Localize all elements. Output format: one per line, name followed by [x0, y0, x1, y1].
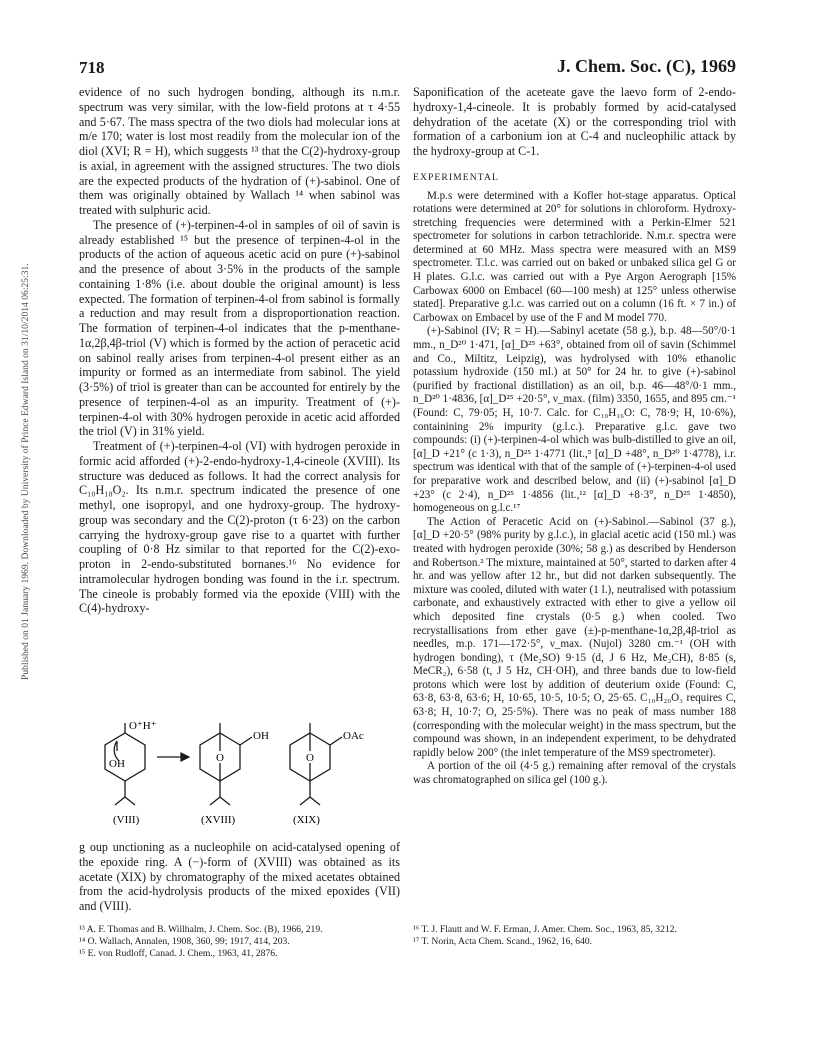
left-paragraph-3: Treatment of (+)-terpinen-4-ol (VI) with hydrogen peroxide in formic acid afforded (+)-2-endo-hydroxy-1,4-cineole (XVIII). Its structure was deduced as follows. It had the correct analysis for C₁₀H₁₈O₂. Its n.m.r. spectrum indicated the presence of one methyl, one isopropyl, and one hydroxy-group. The hydroxy-group was secondary and the C(2)-proton (τ 6·23) on the carbon carrying the hydroxy-group gave rise to a quartet with further coupling of 0·8 Hz similar to that reported for the C(2)-exo-proton in 2-endo-substituted bornanes.¹⁶ No evidence for intramolecular hydrogen bonding was found in the i.r. spectrum. The cineole is probably formed via the epoxide (VIII) with the C(4)-hydroxy-	[79, 439, 400, 616]
footnote-15: ¹⁵ E. von Rudloff, Canad. J. Chem., 1963, 41, 2876.	[79, 948, 278, 960]
oac-label: OAc	[343, 730, 364, 742]
oh-ring-label: OH	[109, 758, 125, 770]
right-paragraph-3: (+)-Sabinol (IV; R = H).—Sabinyl acetate (58 g.), b.p. 48—50°/0·1 mm., n_D²⁰ 1·471, [α]_D²⁵ +63°, obtained from oil of savin (Schimmel and Co., Miltitz, Leipzig), was hydrolysed with 10% ethanolic potassium hydroxide (150 ml.) at 50° for 24 hr. to give (+)-sabinol (purified by fractional distillation) as an oil, b.p. 46—48°/0·1 mm., n_D²⁰ 1·4836, [α]_D²⁵ +20·5°, ν_max. (film) 3350, 1655, and 895 cm.⁻¹ (Found: C, 79·05; H, 10·7. Calc. for C₁₀H₁₆O: C, 78·9; H, 10·6%), containining 2% impurity (g.l.c.). Preparative g.l.c. gave two compounds: (i) (+)-terpinen-4-ol which was bulb-distilled to give an oil, [α]_D +21° (c 1·3), n_D²⁵ 1·4771 (lit.,⁵ [α]_D +48°, n_D²⁰ 1·4778), i.r. spectrum was identical with that of the sample of (+)-terpinen-4-ol used for preparative work and described below, and (ii) (+)-sabinol [α]_D +23° (c 2·4), n_D²⁵ 1·4856 (lit.,¹² [α]_D +8·3°, n_D²⁵ 1·4850), homogeneous on g.l.c.¹⁷	[413, 325, 736, 515]
experimental-heading: EXPERIMENTAL	[413, 171, 499, 183]
oh-plus-label: O⁺H⁺	[129, 720, 157, 732]
oxygen-label-2: O	[306, 752, 314, 764]
right-paragraph-4: The Action of Peracetic Acid on (+)-Sabinol.—Sabinol (37 g.), [α]_D +20·5° (98% purity by g.l.c.), in glacial acetic acid (150 ml.) was treated with hydrogen peroxide (30%; 58 g.) as described by Henderson and Robertson.² The mixture, maintained at 50°, started to darken after 4 hr. and was yellow after 12 hr., but did not darken subsequently. The mixture was cooled, diluted with water (1 l.), neutralised with potassium carbonate, and exhaustively extracted with ether to give a yellow oil which deposited fine crystals (0·5 g.) when cooled. Two recrystallisations from ether gave (±)-p-menthane-1α,2β,4β-triol as needles, m.p. 171—172·5°, ν_max. (Nujol) 3280 cm.⁻¹ (OH with hydrogen bonding), τ (Me₂SO) 9·15 (d, J 6 Hz, Me₂CH), 8·85 (s, MeCR₂), 6·58 (t, J 5 Hz, CH·OH), and three bands due to low-field protons which were lost by addition of deuterium oxide (Found: C, 63·8, 63·8, 63·6; H, 10·65, 10·5, 10·5; O, 25·65. C₁₀H₂₀O₃ requires C, 63·8; H, 10·7; O, 25·5%). There was no peak of mass number 188 (corresponding with the molecular weight) in the mass spectrum, but the compound was shown, in an independent experiment, to be dehydrated rapidly below 200° (the inlet temperature of the MS9 spectrometer).	[413, 515, 736, 759]
left-column-continued	[79, 840, 400, 914]
reaction-arrow	[157, 753, 189, 761]
side-notice-text: Published on 01 January 1969. Downloaded by University of Prince Edward Island on 31/10/2014 06:25:31.	[20, 263, 31, 680]
footnote-13: ¹³ A. F. Thomas and B. Willhalm, J. Chem. Soc. (B), 1966, 219.	[79, 924, 323, 935]
label-xviii: (XVIII)	[201, 814, 236, 826]
right-paragraph-2: M.p.s were determined with a Kofler hot-stage apparatus. Optical rotations were determined at 20° for solutions in chloroform. Hydroxy-stretching frequencies were determined with a Perkin-Elmer 521 spectrometer for solutions in carbon tetrachloride. N.m.r. spectra were determined at 60 MHz. Mass spectra were measured with an MS9 spectrometer. T.l.c. was carried out on baked or unbaked silica gel G or H plates. G.l.c. was carried out with a Pye Argon Aerograph [15% Carbowax 6000 on Embacel (60—100 mesh) at 125° unless otherwise stated]. Preparative g.l.c. was carried out on a column (16 ft. × 7 in.) of Carbowax on Embacel by use of the F and M model 770.	[413, 189, 736, 324]
page-number: 718	[79, 58, 105, 77]
chemical-structures-figure	[95, 715, 395, 835]
right-paragraph-1: Saponification of the aceteate gave the laevo form of 2-endo-hydroxy-1,4-cineole. It is probably formed by acid-catalysed dehydration of the acetate (X) or the corresponding triol with formation of a carbonium ion at C-4 and nucleophilic attack by the hydroxy-group at C-1.	[413, 85, 736, 158]
side-notice	[6, 160, 31, 680]
left-column	[79, 85, 400, 616]
oh-label: OH	[253, 730, 269, 742]
structure-xviii	[200, 723, 252, 805]
right-paragraph-5: A portion of the oil (4·5 g.) remaining after removal of the crystals was chromatographed on silica gel (100 g.).	[413, 760, 736, 787]
footnotes-left	[79, 924, 400, 961]
structure-xix	[290, 723, 342, 805]
left-paragraph-1: evidence of no such hydrogen bonding, although its n.m.r. spectrum was very similar, with the low-field protons at τ 4·55 and 5·67. The mass spectra of the two diols had molecular ions at m/e 170; water is lost most readily from the molecular ion of the diol (XVI; R = H), which suggests ¹³ that the C(2)-hydroxy-group is axial, in agreement with the assigned structures. The two diols are the expected products of the hydration of (+)-sabinol. One of them was originally obtained by Wallach ¹⁴ when sabinol was treated with sulphuric acid.	[79, 85, 400, 217]
label-xix: (XIX)	[293, 814, 320, 826]
left-paragraph-2: The presence of (+)-terpinen-4-ol in samples of oil of savin is already established ¹⁵ but the presence of terpinen-4-ol in the products of the action of aqueous acetic acid on pure (+)-sabinol and the presence of about 3·5% in the products of the sample containing 1·8% (i.e. about double the original amount) is less expected. The formation of terpinen-4-ol from sabinol is formally a reduction and may result from a disproportionation reaction. The formation of terpinen-4-ol indicates that the p-menthane-1α,2β,4β-triol (V) which is formed by the action of peracetic acid on sabinol really arises from terpinen-4-ol present either as an impurity or formed as an intermediate from sabinol. The yield (3·5%) of triol is greater than can be accounted for entirely by the presence of terpinen-4-ol as an impurity. Treatment of (+)-terpinen-4-ol with 30% hydrogen peroxide in acetic acid afforded the triol (V) in 31% yield.	[79, 217, 400, 439]
label-viii: (VIII)	[113, 814, 140, 826]
footnotes-right	[413, 924, 736, 948]
journal-header: J. Chem. Soc. (C), 1969	[557, 56, 736, 76]
footnote-17: ¹⁷ T. Norin, Acta Chem. Scand., 1962, 16, 640.	[413, 936, 593, 948]
footnote-16: ¹⁶ T. J. Flautt and W. F. Erman, J. Amer. Chem. Soc., 1963, 85, 3212.	[413, 924, 677, 935]
right-column	[413, 85, 736, 788]
footnote-14: ¹⁴ O. Wallach, Annalen, 1908, 360, 99; 1917, 414, 203.	[79, 936, 290, 948]
oxygen-label-1: O	[216, 752, 224, 764]
left-paragraph-4: g oup unctioning as a nucleophile on acid-catalysed opening of the epoxide ring. A (−)-form of (XVIII) was obtained as its acetate (XIX) by chromatography of the mixed acetates obtained from the acid-hydrolysis products of the mixed epoxides (VII) and (VIII).	[79, 840, 400, 913]
